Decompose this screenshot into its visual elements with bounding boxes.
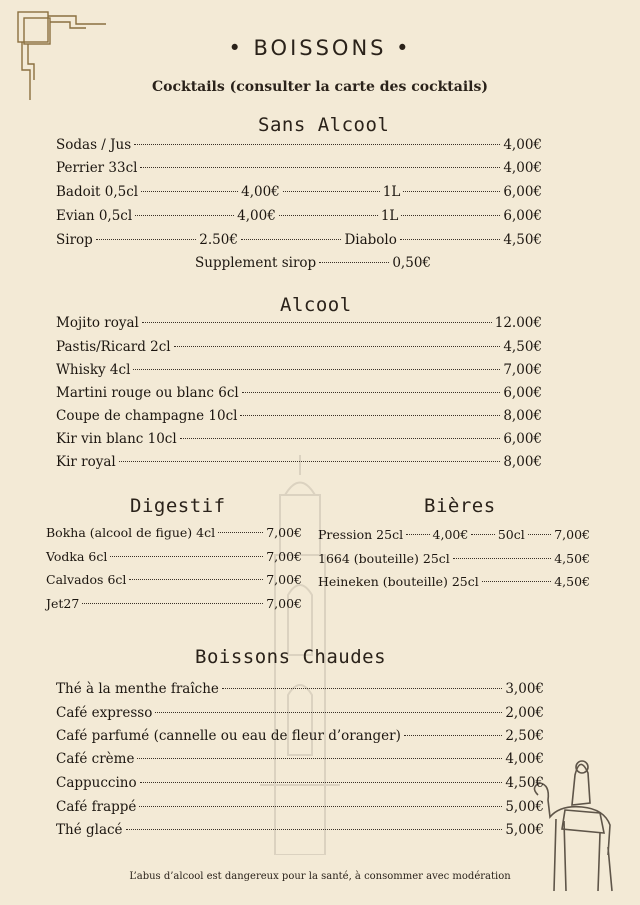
menu-item: 1664 (bouteille) 25cl 4,50€ (318, 551, 590, 566)
menu-item: Café parfumé (cannelle ou eau de fleur d’oranger) 2,50€ (56, 728, 544, 744)
section-title-digestif: Digestif (130, 495, 226, 517)
section-title-alcool: Alcool (280, 294, 352, 316)
menu-item: Vodka 6cl 7,00€ (46, 549, 302, 564)
menu-item: Cappuccino 4,50€ (56, 775, 544, 791)
page-title: • BOISSONS • (228, 36, 412, 60)
menu-item: Thé à la menthe fraîche 3,00€ (56, 681, 544, 697)
cocktails-note: Cocktails (consulter la carte des cocktails) (151, 79, 488, 95)
menu-item: Pastis/Ricard 2cl 4,50€ (56, 339, 542, 355)
menu-item: Coupe de champagne 10cl 8,00€ (56, 408, 542, 424)
menu-item: Sirop 2.50€ Diabolo 4,50€ (56, 232, 543, 248)
menu-item: Martini rouge ou blanc 6cl 6,00€ (56, 385, 542, 401)
menu-item: Kir vin blanc 10cl 6,00€ (56, 431, 542, 447)
menu-item: Heineken (bouteille) 25cl 4,50€ (318, 574, 590, 589)
menu-item: Mojito royal 12.00€ (56, 315, 542, 331)
menu-item: Whisky 4cl 7,00€ (56, 362, 542, 378)
menu-item: Pression 25cl 4,00€ 50cl 7,00€ (318, 527, 590, 542)
menu-item: Café crème 4,00€ (56, 751, 544, 767)
menu-item: Café frappé 5,00€ (56, 799, 544, 815)
menu-item: Badoit 0,5cl 4,00€ 1L 6,00€ (56, 184, 542, 200)
menu-item: Evian 0,5cl 4,00€ 1L 6,00€ (56, 208, 543, 224)
section-title-bieres: Bières (424, 495, 496, 517)
section-title-boissons-chaudes: Boissons Chaudes (195, 646, 387, 668)
menu-item-supplement: Supplement sirop 0,50€ (195, 255, 431, 271)
menu-item: Thé glacé 5,00€ (56, 822, 544, 838)
footer-warning: L’abus d’alcool est dangereux pour la santé, à consommer avec modération (129, 871, 511, 882)
menu-item: Perrier 33cl 4,00€ (56, 160, 542, 176)
section-title-sans-alcool: Sans Alcool (258, 114, 390, 136)
menu-item: Sodas / Jus 4,00€ (56, 137, 542, 153)
menu-item: Jet27 7,00€ (46, 596, 302, 611)
menu-item: Calvados 6cl 7,00€ (46, 572, 302, 587)
menu-item: Bokha (alcool de figue) 4cl 7,00€ (46, 525, 302, 540)
menu-item: Kir royal 8,00€ (56, 454, 542, 470)
menu-item: Café expresso 2,00€ (56, 705, 544, 721)
